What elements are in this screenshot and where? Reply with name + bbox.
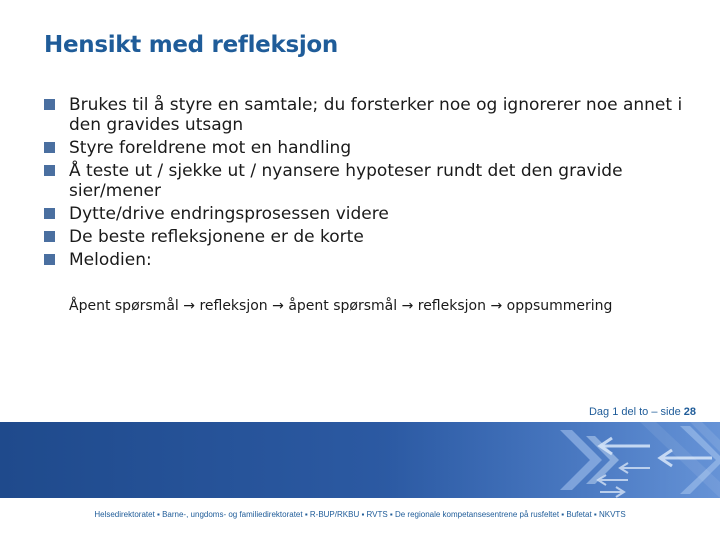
right-arrow-icon: → bbox=[490, 298, 503, 314]
melody-sequence bbox=[69, 298, 612, 314]
right-arrow-icon: → bbox=[272, 298, 284, 314]
bullet-text: Styre foreldrene mot en handling bbox=[69, 138, 352, 158]
square-bullet-icon bbox=[44, 208, 55, 219]
bullet-item bbox=[44, 250, 684, 270]
footer-organizations: Helsedirektoratet ▪ Barne-, ungdoms- og familiedirektoratet ▪ R-BUP/RKBU ▪ RVTS ▪ De regionale kompetansesentrene på rusfeltet ▪ Bufetat ▪ NKVTS bbox=[94, 510, 626, 519]
right-arrow-icon: → bbox=[401, 298, 414, 314]
slide-number bbox=[589, 406, 696, 418]
melody-step: refleksjon bbox=[417, 298, 486, 314]
bullet-text: Å teste ut / sjekke ut / nyansere hypoteser rundt det den gravide sier/mener bbox=[69, 161, 623, 201]
right-arrow-icon: → bbox=[183, 298, 195, 314]
bullet-list bbox=[44, 95, 684, 273]
square-bullet-icon bbox=[44, 231, 55, 242]
square-bullet-icon bbox=[44, 165, 55, 176]
bullet-item bbox=[44, 95, 684, 135]
slide-number-value: 28 bbox=[683, 406, 696, 418]
bullet-item bbox=[44, 204, 684, 224]
bullet-text: Brukes til å styre en samtale; du forsterker noe og ignorerer noe annet i den gravides utsagn bbox=[69, 95, 683, 135]
slide-number-label: Dag 1 del to – side bbox=[588, 406, 681, 418]
melody-step: åpent spørsmål bbox=[288, 298, 398, 314]
square-bullet-icon bbox=[44, 99, 55, 110]
bullet-item bbox=[44, 161, 684, 201]
square-bullet-icon bbox=[44, 254, 55, 265]
decorative-banner bbox=[0, 422, 720, 498]
melody-step: refleksjon bbox=[199, 298, 268, 314]
square-bullet-icon bbox=[44, 142, 55, 153]
bullet-item bbox=[44, 138, 684, 158]
arrows-graphic-icon bbox=[0, 422, 720, 498]
melody-step: oppsummering bbox=[506, 298, 613, 314]
bullet-item bbox=[44, 227, 684, 247]
slide-title: Hensikt med refleksjon bbox=[44, 32, 339, 58]
bullet-text: De beste refleksjonene er de korte bbox=[69, 227, 364, 247]
melody-step: Åpent spørsmål bbox=[69, 298, 179, 314]
bullet-text: Melodien: bbox=[69, 250, 152, 270]
bullet-text: Dytte/drive endringsprosessen videre bbox=[69, 204, 389, 224]
